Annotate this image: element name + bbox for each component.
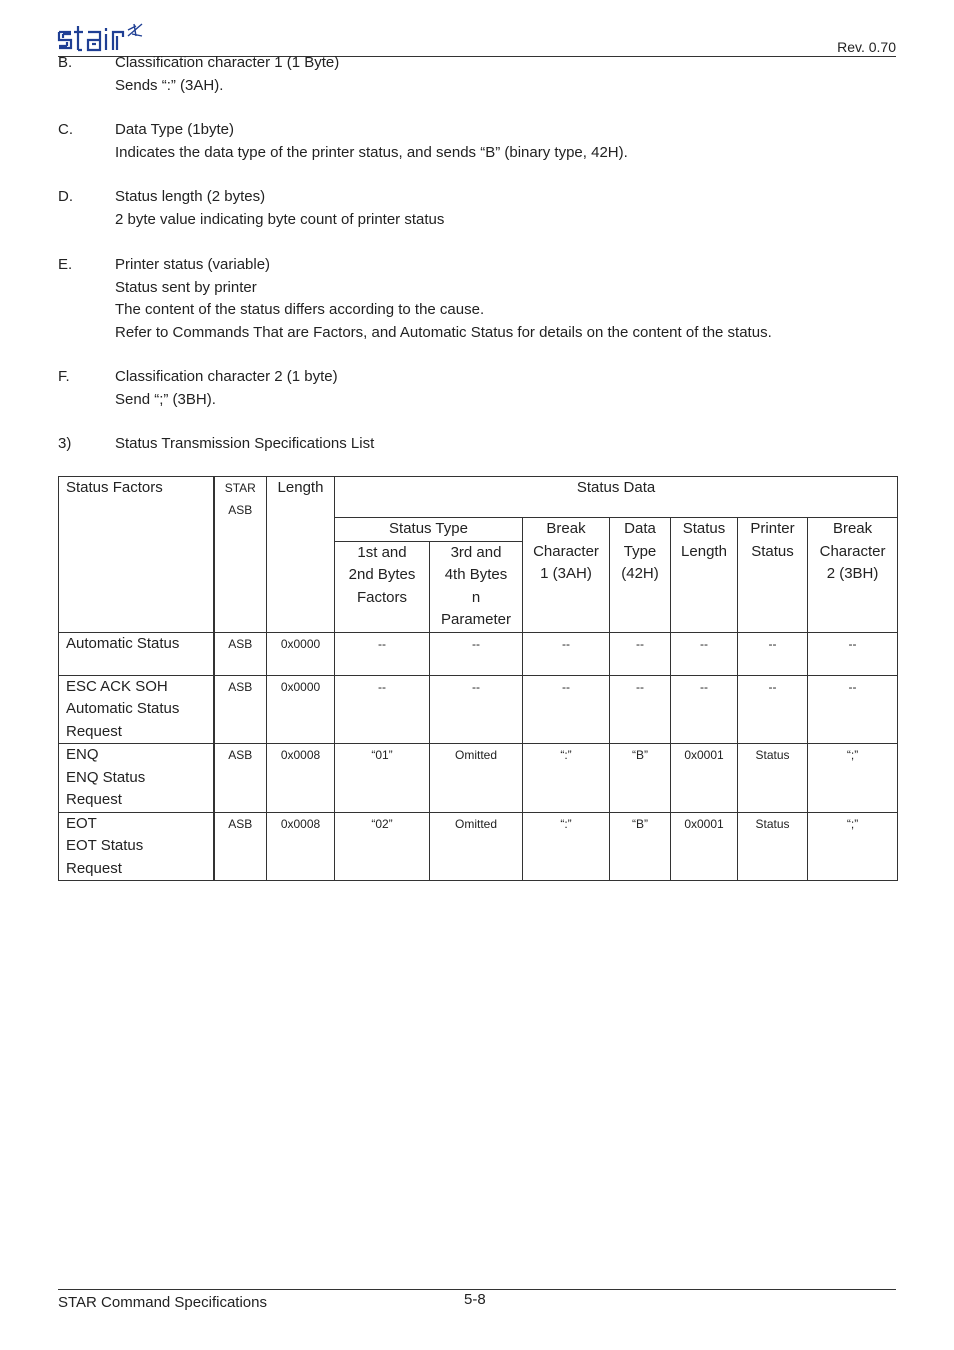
section-line: Status Transmission Specifications List [115,435,375,452]
header-line: 2nd Bytes [348,566,416,583]
header-line: Type [623,542,657,560]
cell-factor [59,632,214,675]
cell-data-type: “B” [610,744,671,813]
cell-printer-status: Status [738,812,808,881]
cell-printer-status: -- [738,632,808,675]
section-line: Status sent by printer [115,278,257,296]
header-line: 3rd and [450,543,502,561]
header-status-type: Status Type [335,518,523,542]
cell-type34: Omitted [430,812,523,881]
cell-factor [59,812,214,881]
cell-type12: -- [335,632,430,675]
section-letter: F. [58,368,70,385]
section-e [58,254,772,344]
section-line: The content of the status differs according to the cause. [115,301,485,318]
factor-line: Request [66,859,122,877]
header-status-factors: Status Factors [59,477,214,633]
section-letter: D. [58,188,73,205]
factor-line: Automatic Status [66,700,180,717]
cell-break1: -- [523,675,610,744]
section-letter: B. [58,54,73,71]
cell-type12: -- [335,675,430,744]
header-line: 1 (3AH) [540,565,592,582]
section-line: Indicates the data type of the printer status, and sends “B” (binary type, 42H). [115,143,628,161]
factor-line: EOT [66,814,97,832]
section-line: Status length (2 bytes) [115,188,266,205]
section-c [58,119,628,164]
factor-line: Request [66,791,122,808]
section-line: Send “;” (3BH). [115,390,216,408]
header-line: Status [682,520,726,537]
section-line: Printer status (variable) [115,256,271,273]
page-number: 5-8 [464,1291,486,1308]
cell-type34: Omitted [430,744,523,813]
header-line: Character [533,542,599,560]
header-line: n [471,588,481,606]
cell-length: 0x0000 [267,632,335,675]
cell-factor [59,675,214,744]
header-line: 2 (3BH) [826,565,879,582]
cell-factor [59,744,214,813]
cell-data-type: -- [610,675,671,744]
table-row [59,675,898,744]
cell-data-type: “B” [610,812,671,881]
cell-break2: -- [808,675,898,744]
cell-break1: -- [523,632,610,675]
cell-status-length: 0x0001 [671,744,738,813]
cell-status-length: -- [671,632,738,675]
header-data-type [610,518,671,633]
cell-mode: ASB [214,675,267,744]
cell-type34: -- [430,632,523,675]
header-asb: ASB [228,503,253,517]
header-status-length [671,518,738,633]
section-d [58,186,444,231]
header-star-asb [214,477,267,633]
cell-data-type: -- [610,632,671,675]
revision-label: Rev. 0.70 [837,39,896,55]
section-line: Data Type (1byte) [115,121,234,138]
factor-line: ESC ACK SOH [66,677,168,695]
section-letter: E. [58,256,73,273]
table-row [59,812,898,881]
cell-break2: “;” [808,744,898,813]
section-b [58,52,339,97]
header-line: (42H) [621,565,659,582]
header-line: Factors [356,588,407,606]
header-length: Length [267,477,335,633]
header-break-char-2 [808,518,898,633]
factor-line: Request [66,722,122,740]
section-letter: C. [58,121,73,138]
cell-length: 0x0008 [267,744,335,813]
section-line: 2 byte value indicating byte count of printer status [115,210,445,228]
header-line: Parameter [440,611,512,628]
header-printer-status [738,518,808,633]
section-letter: 3) [58,435,72,452]
cell-mode: ASB [214,812,267,881]
factor-line: EOT Status [66,837,144,854]
footer-rule [58,1289,896,1290]
section-3 [58,433,374,456]
cell-break2: -- [808,632,898,675]
factor-line: Automatic Status [66,634,180,652]
cell-status-length: 0x0001 [671,812,738,881]
cell-printer-status: -- [738,675,808,744]
cell-status-length: -- [671,675,738,744]
cell-break2: “;” [808,812,898,881]
section-line: Sends “:” (3AH). [115,76,224,94]
cell-type12: “02” [335,812,430,881]
table-row [59,632,898,675]
header-first-bytes [335,541,430,632]
header-line: Length [681,542,727,560]
section-line: Refer to Commands That are Factors, and Automatic Status for details on the content of the status. [115,323,772,341]
section-f [58,366,338,411]
cell-type12: “01” [335,744,430,813]
header-line: Break [546,520,586,537]
star-logo [56,20,176,56]
cell-type34: -- [430,675,523,744]
header-third-bytes [430,541,523,632]
cell-mode: ASB [214,744,267,813]
footer-title: STAR Command Specifications [58,1294,267,1311]
header-line: Break [832,520,873,537]
cell-break1: “:” [523,812,610,881]
header-break-char-1 [523,518,610,633]
header-status-data: Status Data [335,477,898,518]
header-line: Data [624,520,656,537]
cell-printer-status: Status [738,744,808,813]
header-line: Printer [750,520,795,537]
header-line: Character [819,542,886,560]
cell-break1: “:” [523,744,610,813]
header-line: 4th Bytes [444,566,508,583]
header-line: Status [751,542,794,560]
status-spec-table [58,476,898,881]
cell-mode: ASB [214,632,267,675]
cell-length: 0x0000 [267,675,335,744]
section-line: Classification character 1 (1 Byte) [115,54,340,71]
header-line: 1st and [357,543,407,561]
header-star: STAR [224,481,256,495]
factor-line: ENQ [66,746,99,763]
cell-length: 0x0008 [267,812,335,881]
table-row [59,744,898,813]
factor-line: ENQ Status [66,768,146,786]
section-line: Classification character 2 (1 byte) [115,368,338,385]
